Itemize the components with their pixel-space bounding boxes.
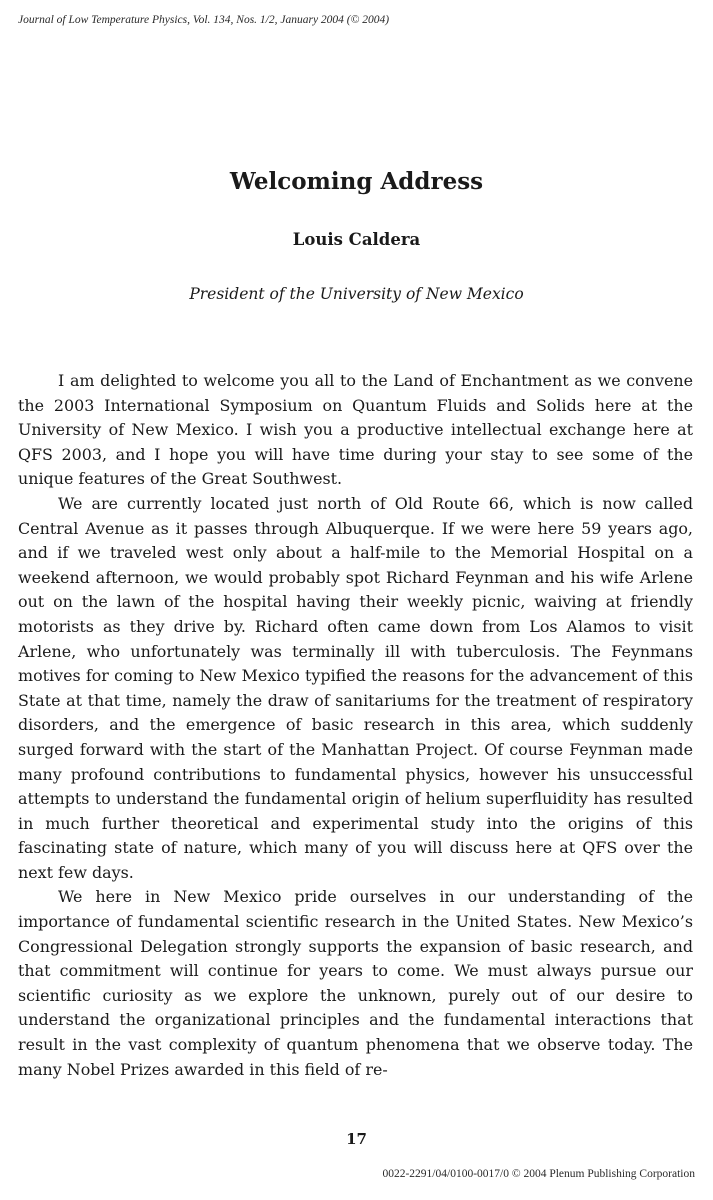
publisher-line: 0022-2291/04/0100-0017/0 © 2004 Plenum Publishing Corporation [382, 1168, 695, 1180]
page-number: 17 [346, 1130, 367, 1148]
paragraph-1: I am delighted to welcome you all to the Land of Enchantment as we convene the 2003 International Symposium on Quantum Fluids and Solids here at the University of New Mexico. I wish you a productive intellectual exchange here at QFS 2003, and I hope you will have time during your stay to see some of the unique features of the Great Southwest. [18, 371, 693, 489]
author-affiliation: President of the University of New Mexico [189, 285, 524, 303]
paragraph-2: We are currently located just north of Old Route 66, which is now called Central Avenue as it passes through Albuquerque. If we were here 59 years ago, and if we traveled west only about a half-mile to the Memorial Hospital on a weekend afternoon, we would probably spot Richard Feynman and his wife Arlene out on the lawn of the hospital having their weekly picnic, waiving at friendly motorists as they drive by. Richard often came down from Los Alamos to visit Arlene, who unfortunately was terminally ill with tuberculosis. The Feynmans motives for coming to New Mexico typified the reasons for the advancement of this State at that time, namely the draw of sanitariums for the treatment of respiratory disorders, and the emergence of basic research in this area, which suddenly surged forward with the start of the Manhattan Project. Of course Feynman made many profound contributions to fundamental physics, however his unsuccessful attempts to understand the fundamental origin of helium superfluidity has resulted in much further theoretical and experimental study into the origins of this fascinating state of nature, which many of you will discuss here at QFS over the next few days. [18, 493, 693, 882]
running-head: Journal of Low Temperature Physics, Vol. 134, Nos. 1/2, January 2004 (© 2004) [18, 14, 390, 26]
paragraph-3: We here in New Mexico pride ourselves in our understanding of the importance of fundamental scientific research in the United States. New Mexico’s Congressional Delegation strongly supports the expansion of basic research, and that commitment will continue for years to come. We must always pursue our scientific curiosity as we explore the unknown, purely out of our desire to understand the organizational principles and the fundamental interactions that result in the vast complexity of quantum phenomena that we observe today. The many Nobel Prizes awarded in this field of re- [18, 887, 693, 1079]
article-title: Welcoming Address [229, 168, 484, 195]
article-body [18, 369, 693, 1082]
author-name: Louis Caldera [292, 230, 421, 249]
